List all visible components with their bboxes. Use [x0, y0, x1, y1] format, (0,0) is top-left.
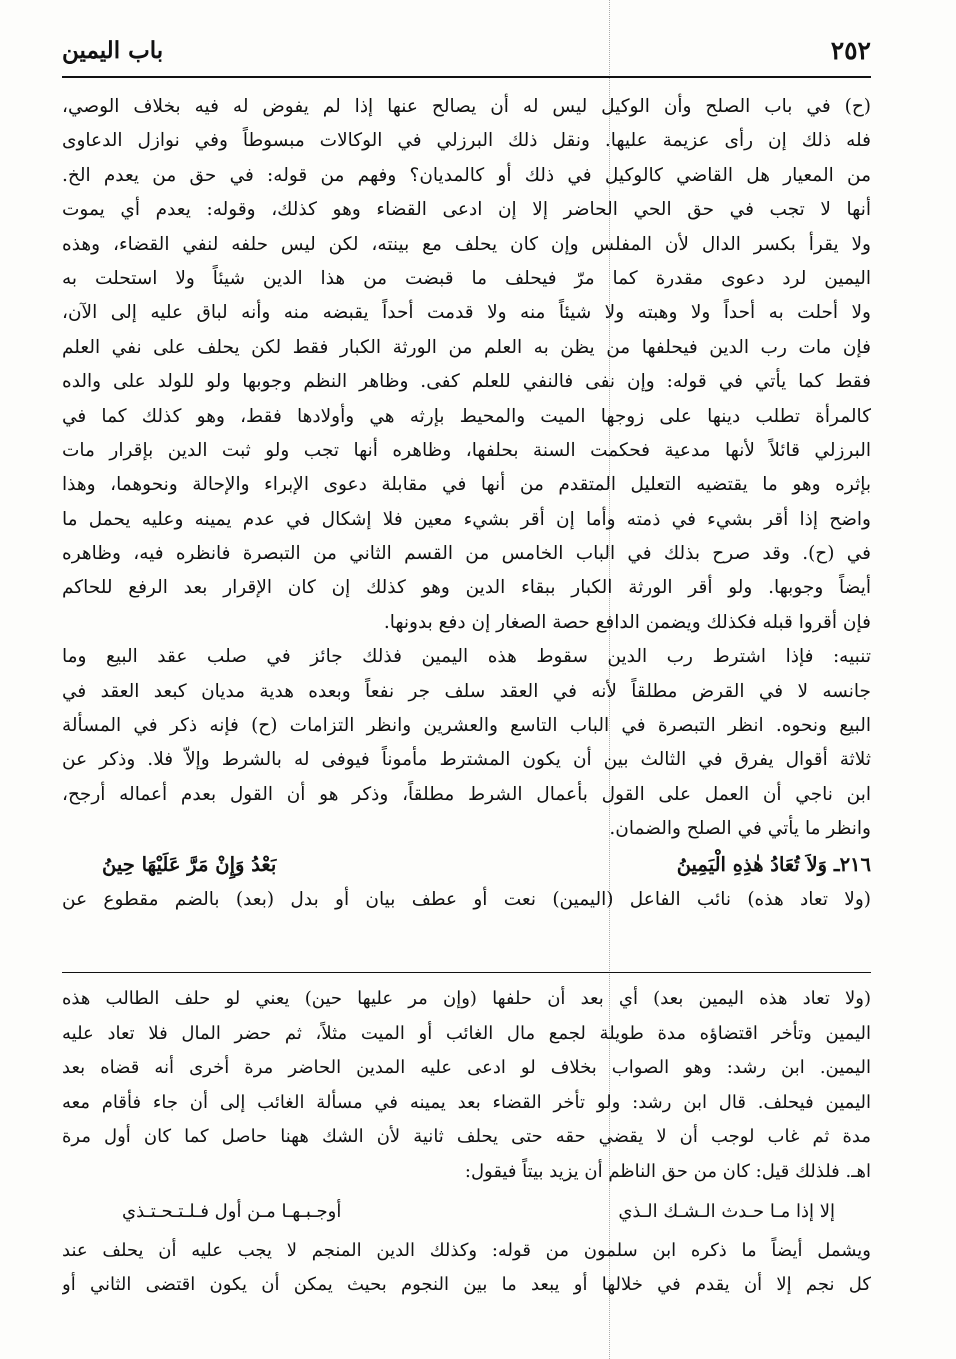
text-line: بإثره وهو ما يقتضيه التعليل المتقدم من أنها في مقابلة دعوى الإبراء والإحالة ونحوهما، وهذا	[62, 474, 871, 496]
text-line: اليمين لرد دعوى مقدرة كما مرّ فيحلف ما قبضت من هذا الدين شيئاً ولا استحلت به	[62, 267, 871, 289]
text-line: من المعيار هل القاضي كالوكيل في ذلك أو كالمديان؟ وفهم من قوله: في حق من يعدم الخ.	[62, 164, 871, 186]
text-line: فله ذلك إن رأى عزيمة عليها. ونقل ذلك البرزلي في الوكالات مبسوطاً وفي نوازل الدعاوى	[62, 130, 871, 152]
text-line: في (ح). وقد صرح بذلك في الباب الخامس من القسم الثاني من التبصرة فانظره فيه، وظاهره	[62, 543, 871, 565]
footnote-line: (ولا تعاد هذه اليمين بعد) أي بعد أن حلفها (وإن مر عليها حين) يعني لو حلف الطالب هذه	[62, 988, 871, 1009]
footnote-line: كل نجم إلا أن يقدم في خلالها أو يبعد ما بين النجوم بحيث يمكن أن يكون اقتضى الثاني أو	[62, 1274, 871, 1296]
text-line: واضح إذا أقر بشيء في ذمته وأما إن أقر بشيء معين فلا إشكال في عدم يمينه وعليه يحمل ما	[62, 508, 871, 530]
text-line: ولا يقرأ بكسر الدال لأن المفلس وإن كان يحلف مع بينته، لكن ليس حلفه لنفي القضاء، وهذه	[62, 233, 871, 255]
verse-number: ٢١٦ـ	[833, 852, 871, 876]
text-line: أيضاً وجوبها. ولو أقر الورثة الكبار ببقاء الدين وهو كذلك إن كان الإقرار بعد الرفع للحاكم	[62, 577, 871, 599]
verse-hemistich-1: وَلاَ تُعَادُ هٰذِهِ الْيَمِينُ	[676, 852, 828, 876]
footnote-line: اليمين. ابن رشد: وهو الصواب بخلاف لو ادعى عليه المدين الحاضر مرة أخرى أنه قضاه بعد	[62, 1057, 871, 1079]
footnote-line: اليمين وتأخر اقتضاؤه مدة طويلة لجمع مال الغائب أو الميت مثلاً، ثم حضر المال فلا تعاد عليه	[62, 1022, 871, 1044]
footnote-line: اليمين فيحلف. قال ابن رشد: ولو تأخر القضاء بعد يمينه في مسألة الغائب إلى أن جاء فأقام معه	[62, 1091, 871, 1113]
text-line: فقط كما يأتي في قوله: وإن نفى فالنفي للعلم كفى. وظاهر النظم وجوبها ولو للولد على والده	[62, 371, 871, 393]
footnote-line: ويشمل أيضاً ما ذكره ابن سلمون من قوله: وكذلك الدين المنجم لا يجب عليه أن يحلف عند	[62, 1239, 871, 1261]
page-number: ٢٥٢	[830, 35, 871, 65]
main-text	[62, 90, 871, 917]
commentary-line: (ولا تعاد هذه) نائب الفاعل (اليمين) نعت أو عطف بيان أو بدل (بعد) بالضم مقطوع عن	[62, 888, 871, 910]
header-rule	[62, 76, 871, 78]
tanbih-line: جانسه لا في القرض مطلقاً لأنه في العقد سلف جر نفعاً وبعده هدية مديان كبعد العقد في	[62, 680, 871, 702]
running-title: باب اليمين	[62, 36, 164, 64]
footnote-separator	[62, 972, 871, 973]
footnote-line: مدة ثم غاب لوجب أن لا يقضي حقه حتى يحلف ثانية لأن الشك ههنا حاصل كما كان أول مرة	[62, 1126, 871, 1148]
page-header	[62, 30, 871, 70]
text-line: فإن أقروا قبله فكذلك ويضمن الدافع حصة الصغار إن دفع بدونها.	[383, 611, 871, 633]
poem-verse	[62, 847, 871, 883]
text-line: فإن مات رب الدين فيحلفها من يظن به العلم من الورثة الكبار فقط لكن يحلف على نفي العلم	[62, 336, 871, 358]
text-line: ولا أحلت به أحداً ولا وهبته ولا شيئاً منه ولا قدمت أحداً يقبضه منه وأنه لباق عليه إلى الآن،	[62, 302, 871, 324]
text-line: أنها لا تجب في حق الحي الحاضر إلا إن ادعى القضاء وهو كذلك، وقوله: يعدم أي يموت	[62, 199, 871, 221]
footnote-line: اهـ. فلذلك قيل: كان من حق الناظم أن يزيد بيتاً فيقول:	[464, 1160, 871, 1182]
footnote-verse-hemistich-2: أوجـبـهـا مـن أول فـلـتـحـتـذي	[122, 1200, 342, 1222]
text-line: (ح) في باب الصلح وأن الوكيل ليس له أن يصالح عنها إذا لم يفوض له فيه بخلاف الوصي،	[62, 96, 871, 117]
footnote-block	[62, 982, 871, 1303]
footnote-verse-hemistich-1: إلا إذا مـا حـدث الـشـك الـذي	[618, 1200, 835, 1222]
text-line: كالمرأة تطلب دينها على زوجها الميت والمحيط بإرثه هي وأولادها فقط، وهو كذلك كما في	[62, 405, 871, 427]
tanbih-line: وانظر ما يأتي في الصلح والضمان.	[609, 818, 871, 840]
tanbih-line: ثلاثة أقوال يفرق في الثالث بين أن يكون المشترط مأموناً فيوفى له بالشرط وإلاّ فلا. وذكر عن	[62, 749, 871, 771]
tanbih-line: ابن ناجي أن العمل على القول بأعمال الشرط مطلقاً، وذكر هو أن القول بعدم أعماله أرجح،	[62, 783, 871, 805]
tanbih-line: تنبيه: فإذا اشترط رب الدين سقوط هذه اليمين فذلك جائز في صلب عقد البيع وما	[62, 646, 871, 668]
footnote-verse	[62, 1194, 871, 1230]
text-line: البرزلي قائلاً لأنها مدعية فحكمت السنة بحلفها، وظاهره أنها تجب ولو ثبت الدين بإقرار مات	[62, 439, 871, 461]
tanbih-line: البيع ونحوه. انظر التبصرة في الباب التاسع والعشرين وانظر التزامات (ح) فإنه ذكر في المسألة	[62, 715, 871, 737]
verse-hemistich-2: بَعْدُ وَإِنْ مَرَّ عَلَيْهَا حِينُ	[102, 852, 277, 876]
